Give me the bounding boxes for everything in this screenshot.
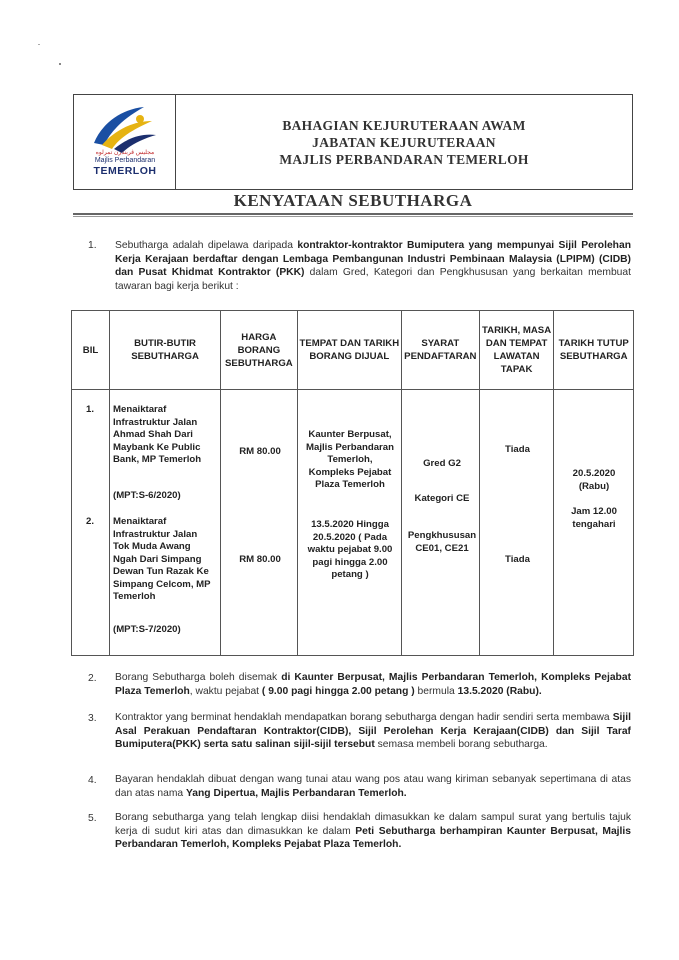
col-bil: BIL	[72, 311, 110, 390]
col-tutup: TARIKH TUTUP SEBUTHARGA	[554, 311, 634, 390]
title-underline	[73, 213, 633, 215]
para-1-number: 1.	[88, 240, 97, 251]
para-2-text: Borang Sebutharga boleh disemak	[115, 672, 282, 683]
para-1-text-end: dalam Gred, Kategori dan Pengkhususan yang berkaitan membuat tawaran bagi kerja berikut :	[115, 267, 631, 292]
kategori: Kategori CE	[414, 493, 470, 504]
title-underline-thin	[73, 216, 633, 217]
para-5-bold: Peti Sebutharga berhampiran Kaunter Berpusat, Majlis Perbandaran Temerloh, Kompleks Pejabat Plaza Temerloh.	[115, 825, 631, 851]
para-1	[115, 239, 631, 293]
para-3	[115, 711, 631, 752]
item-1-lawatan: Tiada	[505, 444, 530, 455]
col-butir: BUTIR-BUTIR SEBUTHARGA	[110, 311, 221, 390]
item-2-lawatan: Tiada	[505, 554, 530, 565]
col-tempat: TEMPAT DAN TARIKH BORANG DIJUAL	[297, 311, 401, 390]
para-3-bold: Sijil Asal Perakuan Pendaftaran Kontraktor(CIDB), Sijil Perolehan Kerja Kerajaan(CIDB) dan Sijil Taraf Bumiputera(PKK) serta satu salinan sijil-sijil tersebut	[115, 712, 631, 751]
para-4-text: Bayaran hendaklah dibuat dengan wang tunai atau wang pos atau wang kiriman sebanyak sepertimana di atas dan atas nama	[115, 774, 631, 799]
col-harga: HARGA BORANG SEBUTHARGA	[221, 311, 298, 390]
item-1-ref: (MPT:S-6/2020)	[113, 490, 181, 501]
logo	[74, 95, 176, 189]
para-2-bold-date: 13.5.2020 (Rabu).	[457, 685, 542, 697]
para-2-bold-hours: ( 9.00 pagi hingga 2.00 petang )	[261, 685, 415, 697]
gred: Gred G2	[423, 458, 461, 469]
item-2-butir: Menaiktaraf Infrastruktur Jalan Tok Muda Awang Ngah Dari Simpang Dewan Tun Razak Ke Simpang Celcom, MP Temerloh	[113, 516, 211, 602]
logo-caption: Majlis Perbandaran	[94, 157, 156, 164]
para-5-text: Borang sebutharga yang telah lengkap diisi hendaklah dimasukkan ke dalam sampul surat yang bertulis tajuk kerja di sudut kiri atas dan dimasukkan ke dalam	[115, 812, 631, 837]
col-lawatan: TARIKH, MASA DAN TEMPAT LAWATAN TAPAK	[479, 311, 554, 390]
para-1-text: Sebutharga adalah dipelawa daripada	[115, 240, 298, 251]
para-2-text-c: bermula	[414, 685, 458, 697]
item-1-butir: Menaiktaraf Infrastruktur Jalan Ahmad Shah Dari Maybank Ke Public Bank, MP Temerloh	[113, 404, 202, 465]
tarikh-dijual: 13.5.2020 Hingga 20.5.2020 ( Pada waktu pejabat 9.00 pagi hingga 2.00 petang )	[307, 519, 393, 580]
tarikh-tutup: 20.5.2020 (Rabu)	[572, 468, 616, 492]
logo-jawi: مجليس ڤربندرن تمرلوه	[95, 150, 155, 156]
org-line-3: MAJLIS PERBANDARAN TEMERLOH	[279, 151, 529, 167]
organization-name	[176, 95, 632, 189]
letterhead	[73, 94, 633, 190]
col-syarat: SYARAT PENDAFTARAN	[401, 311, 479, 390]
table-header-row	[72, 311, 634, 390]
para-1-bold: kontraktor-kontraktor Bumiputera yang mempunyai Sijil Perolehan Kerja Kerajaan berdaftar dengan Lembaga Pembangunan Industri Pembinaan Malaysia (LPIPM) (CIDB) dan Pusat Khidmat Kontraktor (PKK)	[115, 240, 631, 279]
para-2	[115, 671, 631, 698]
para-2-number: 2.	[88, 673, 97, 684]
para-4	[115, 773, 631, 800]
stray-mark	[38, 44, 40, 45]
para-3-text: Kontraktor yang berminat hendaklah mendapatkan borang sebutharga dengan hadir sendiri serta membawa	[115, 712, 613, 723]
item-1-harga: RM 80.00	[239, 446, 281, 457]
masa-tutup: Jam 12.00 tengahari	[571, 506, 617, 530]
para-5-number: 5.	[88, 813, 97, 824]
org-line-1: BAHAGIAN KEJURUTERAAN AWAM	[282, 117, 526, 133]
pengkhususan: Pengkhususan CE01, CE21	[407, 530, 477, 554]
para-2-bold-location: di Kaunter Berpusat, Majlis Perbandaran Temerloh, Kompleks Pejabat Plaza Temerloh	[115, 672, 631, 697]
para-3-text-end: semasa membeli borang sebutharga.	[374, 739, 548, 751]
stray-mark	[59, 63, 61, 65]
para-2-text-b: , waktu pejabat	[189, 685, 262, 697]
item-1-bil: 1.	[85, 404, 94, 415]
org-line-2: JABATAN KEJURUTERAAN	[312, 134, 496, 150]
item-2-ref: (MPT:S-7/2020)	[113, 624, 181, 635]
para-5	[115, 811, 631, 852]
para-4-bold: Yang Dipertua, Majlis Perbandaran Temerloh.	[185, 787, 407, 799]
item-2-harga: RM 80.00	[239, 554, 281, 565]
para-3-number: 3.	[88, 713, 97, 724]
document-title: KENYATAAN SEBUTHARGA	[233, 191, 473, 210]
tempat-dijual: Kaunter Berpusat, Majlis Perbandaran Temerloh, Kompleks Pejabat Plaza Temerloh	[306, 429, 394, 490]
logo-brand: TEMERLOH	[93, 165, 157, 177]
para-4-number: 4.	[88, 775, 97, 786]
item-2-bil: 2.	[85, 516, 94, 527]
